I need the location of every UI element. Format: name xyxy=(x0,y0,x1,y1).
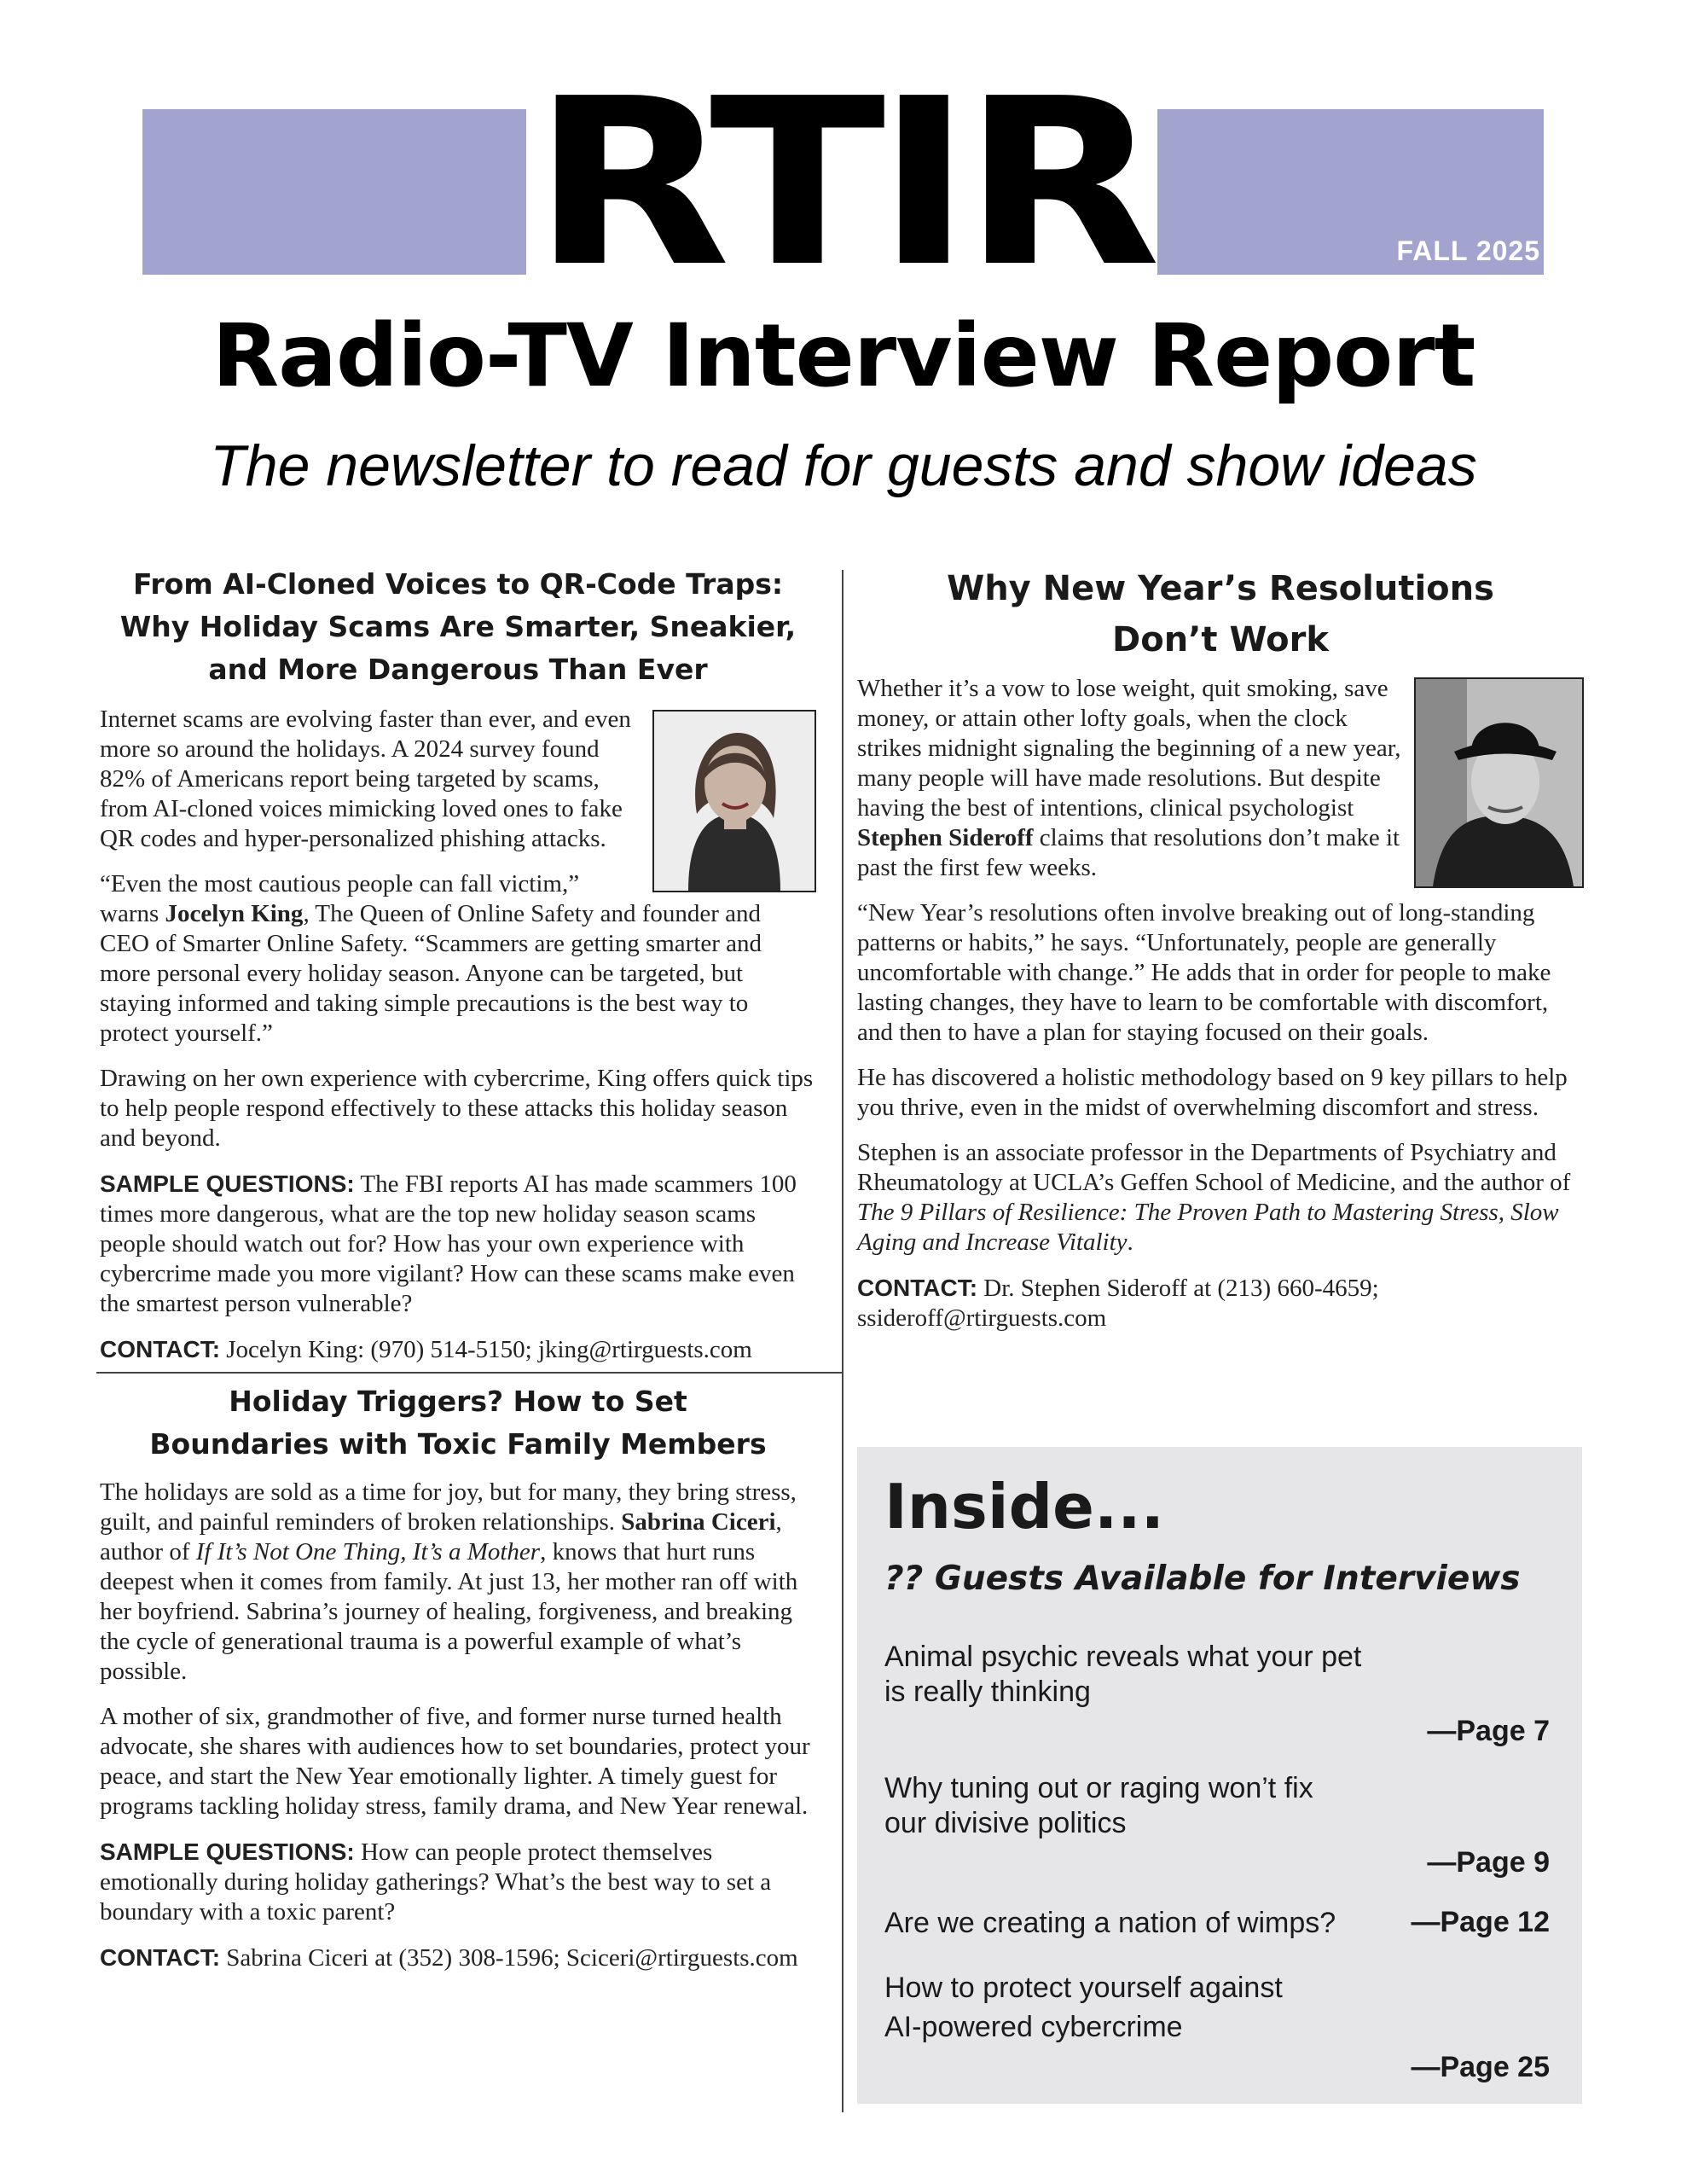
inside-title: Inside... xyxy=(884,1471,1165,1542)
contact-text: Jocelyn King: (970) 514-5150; jking@rtirguests.com xyxy=(220,1336,752,1363)
paragraph-text: claims that resolutions don’t make it past the first few weeks. xyxy=(857,824,1400,881)
article-headline xyxy=(100,563,816,691)
sample-questions-label: SAMPLE QUESTIONS: xyxy=(100,1838,355,1865)
inside-item-line: How to protect yourself against xyxy=(884,1972,1283,2004)
article-holiday-scams xyxy=(100,563,816,1365)
newsletter-tagline: The newsletter to read for guests and show ideas xyxy=(210,433,1477,498)
inside-page-ref[interactable]: —Page 12 xyxy=(1411,1906,1550,1938)
headline-line: Boundaries with Toxic Family Members xyxy=(149,1427,767,1461)
stephen-sideroff-photo xyxy=(1414,677,1584,888)
inside-page-ref[interactable]: —Page 9 xyxy=(1427,1846,1550,1879)
article-paragraph: He has discovered a holistic methodology based on 9 key pillars to help you thrive, even in the midst of overwhelming discomfort and stress. xyxy=(857,1064,1568,1121)
contact-line xyxy=(100,1334,816,1365)
sample-questions xyxy=(100,1169,816,1319)
article-paragraph xyxy=(100,869,816,1048)
sample-questions-text: The FBI reports AI has made scammers 100 times more dangerous, what are the top new holiday season scams people should watch out for? How has your own experience with cybercrime made you more vigilant? How can these scams make even the smartest person vulnerable? xyxy=(100,1170,797,1317)
paragraph-text: Stephen is an associate professor in the Departments of Psychiatry and Rheumatology at UCLA’s Geffen School of Medicine, and the author of xyxy=(857,1139,1571,1196)
left-column xyxy=(100,563,816,1989)
rtir-logo: RTIR xyxy=(531,49,1152,317)
sample-questions xyxy=(100,1837,816,1927)
inside-item-line: Animal psychic reveals what your pet xyxy=(884,1641,1362,1673)
contact-text: Sabrina Ciceri at (352) 308-1596; Sciceri@rtirguests.com xyxy=(220,1944,798,1972)
contact-line xyxy=(100,1943,816,1973)
article-headline xyxy=(857,563,1584,665)
paragraph-text: The holidays are sold as a time for joy, but for many, they bring stress, guilt, and painful reminders of broken relationships. xyxy=(100,1478,797,1536)
headline-line: Why Holiday Scams Are Smarter, Sneakier, xyxy=(119,610,797,643)
section-divider xyxy=(96,1372,844,1374)
issue-date: FALL 2025 xyxy=(1396,235,1540,266)
inside-item-ai-cybercrime[interactable] xyxy=(884,1971,1550,2048)
inside-page-ref[interactable]: —Page 25 xyxy=(1411,2051,1550,2083)
book-title: If It’s Not One Thing, It’s a Mother xyxy=(195,1538,541,1565)
portrait-woman-icon xyxy=(654,712,815,891)
contact-label: CONTACT: xyxy=(100,1336,221,1362)
paragraph-text: “Even the most cautious people can fall victim,” warns xyxy=(100,870,580,927)
paragraph-text: , author of xyxy=(100,1508,782,1565)
article-paragraph: Internet scams are evolving faster than ever, and even more so around the holidays. A 2024 survey found 82% of Americans report being targeted by scams, from AI-cloned voices mimicking loved ones to fake QR codes and hyper-personalized phishing attacks. xyxy=(100,706,631,852)
article-toxic-family xyxy=(100,1380,816,1973)
inside-item-divisive-politics[interactable] xyxy=(884,1771,1550,1841)
contact-line xyxy=(857,1273,1584,1333)
newsletter-title: Radio-TV Interview Report xyxy=(212,305,1475,407)
article-new-years-resolutions xyxy=(857,563,1584,1333)
inside-contents-box xyxy=(857,1447,1582,2104)
column-divider xyxy=(842,570,844,2112)
inside-item-line: is really thinking xyxy=(884,1676,1091,1708)
inside-item-line: Why tuning out or raging won’t fix xyxy=(884,1772,1313,1804)
sample-questions-text: How can people protect themselves emotionally during holiday gatherings? What’s the best way to set a boundary with a toxic parent? xyxy=(100,1838,772,1926)
contact-text: Dr. Stephen Sideroff at (213) 660-4659; ssideroff@rtirguests.com xyxy=(857,1275,1379,1332)
portrait-man-hat-icon xyxy=(1416,679,1582,886)
headline-line: Why New Year’s Resolutions xyxy=(947,569,1494,608)
paragraph-text: . xyxy=(1127,1228,1133,1256)
contact-label: CONTACT: xyxy=(100,1944,221,1971)
inside-page-ref[interactable]: —Page 7 xyxy=(1427,1715,1550,1747)
inside-item-animal-psychic[interactable] xyxy=(884,1640,1550,1710)
book-title: The 9 Pillars of Resilience: The Proven Path to Mastering Stress, Slow Aging and Increase Vitality xyxy=(857,1199,1559,1256)
headline-line: Holiday Triggers? How to Set xyxy=(229,1385,687,1418)
right-column xyxy=(857,563,1584,1349)
article-paragraph: A mother of six, grandmother of five, and former nurse turned health advocate, she shares with audiences how to set boundaries, protect your peace, and start the New Year emotionally lighter. A timely guest for programs tackling holiday stress, family drama, and New Year renewal. xyxy=(100,1703,810,1820)
article-paragraph: “New Year’s resolutions often involve breaking out of long-standing patterns or habits,” he says. “Unfortunately, people are generally uncomfortable with change.” He adds that in order for people to make lasting changes, they have to learn to be comfortable with discomfort, and then to have a plan for staying focused on their goals. xyxy=(857,899,1551,1046)
sample-questions-label: SAMPLE QUESTIONS: xyxy=(100,1170,355,1197)
article-paragraph xyxy=(100,1478,816,1687)
jocelyn-king-photo xyxy=(652,710,816,892)
guest-name: Stephen Sideroff xyxy=(857,824,1034,851)
contact-label: CONTACT: xyxy=(857,1275,978,1301)
inside-subtitle: ?? Guests Available for Interviews xyxy=(884,1560,1521,1598)
article-paragraph xyxy=(857,1138,1584,1258)
article-paragraph: Drawing on her own experience with cybercrime, King offers quick tips to help people respond effectively to these attacks this holiday season and beyond. xyxy=(100,1065,814,1152)
article-headline xyxy=(100,1380,816,1466)
inside-item-line: AI-powered cybercrime xyxy=(884,2011,1183,2043)
guest-name: Jocelyn King xyxy=(165,900,304,927)
paragraph-text: Whether it’s a vow to lose weight, quit smoking, save money, or attain other lofty goals, when the clock strikes midnight signaling the beginning of a new year, many people will have made resolutions. But despite having the best of intentions, clinical psychologist xyxy=(857,675,1401,822)
headline-line: Don’t Work xyxy=(1112,620,1329,659)
inside-item-line: Are we creating a nation of wimps? xyxy=(884,1907,1336,1939)
paragraph-text: , The Queen of Online Safety and founder and CEO of Smarter Online Safety. “Scammers are getting smarter and more personal every holiday season. Anyone can be targeted, but staying informed and taking simple precautions is the best way to protect yourself.” xyxy=(100,900,762,1047)
headline-line: and More Dangerous Than Ever xyxy=(208,653,708,686)
headline-line: From AI-Cloned Voices to QR-Code Traps: xyxy=(132,567,784,601)
inside-item-line: our divisive politics xyxy=(884,1807,1127,1839)
paragraph-text: , knows that hurt runs deepest when it comes from family. At just 13, her mother ran off with her boyfriend. Sabrina’s journey of healing, forgiveness, and breaking the cycle of generational trauma is a powerful example of what’s possible. xyxy=(100,1538,798,1685)
guest-name: Sabrina Ciceri xyxy=(621,1508,776,1536)
